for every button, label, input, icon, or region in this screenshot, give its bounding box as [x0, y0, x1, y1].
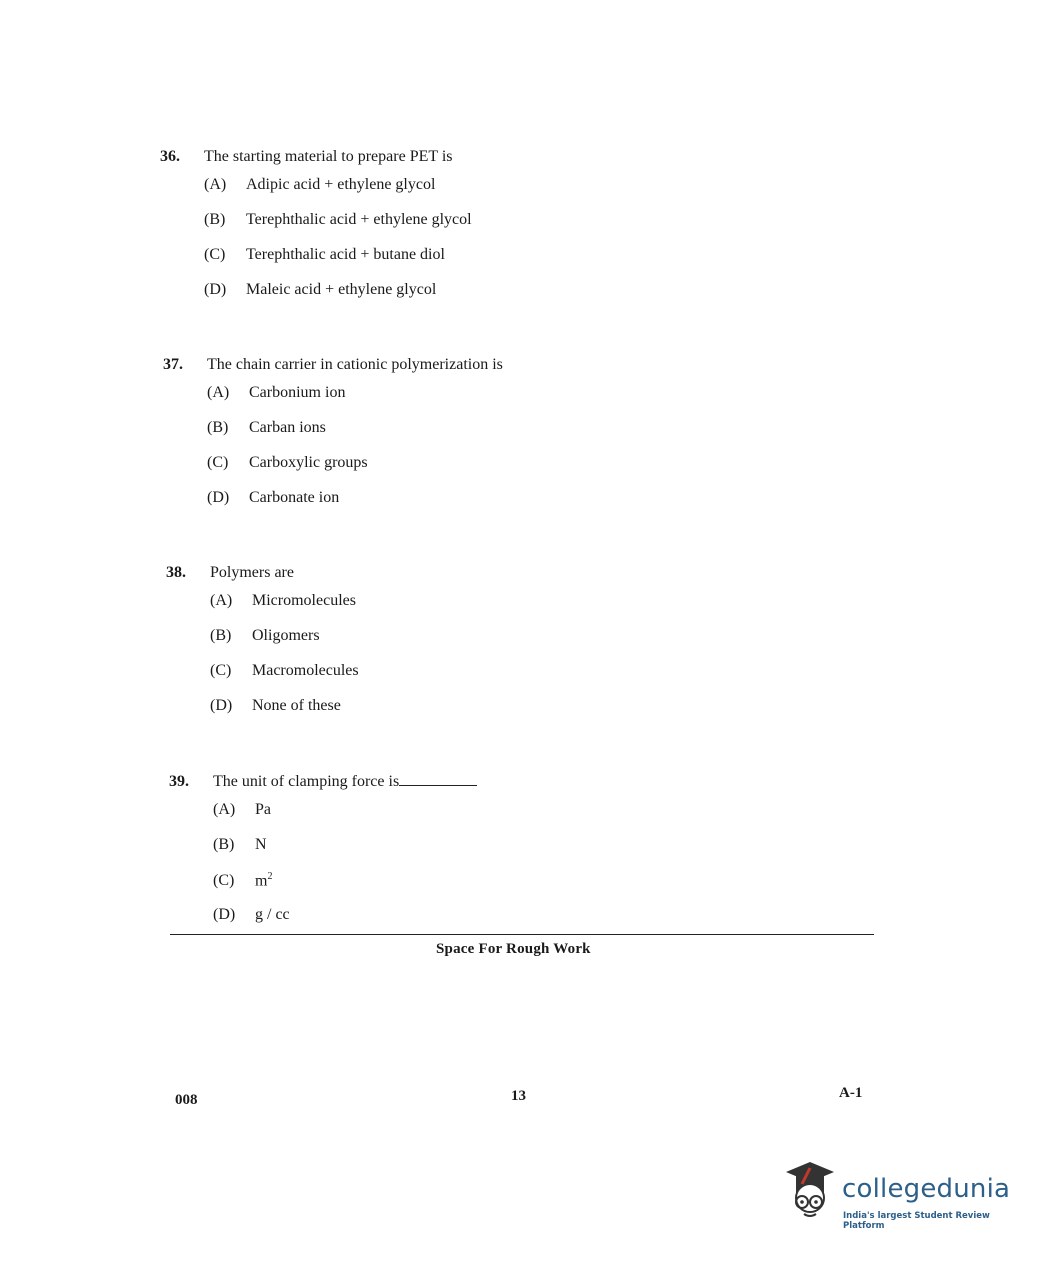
option-c — [204, 246, 860, 281]
option-d — [204, 281, 860, 316]
page-number: 13 — [511, 1088, 526, 1104]
option-c — [213, 871, 869, 906]
option-text: N — [255, 836, 267, 853]
question-text: The chain carrier in cationic polymerization is — [207, 356, 503, 373]
option-text: Carboxylic groups — [249, 454, 368, 471]
option-a — [210, 592, 866, 627]
brand-name: collegedunia — [842, 1174, 1011, 1204]
option-text: None of these — [252, 697, 341, 714]
option-b — [213, 836, 869, 871]
option-a — [213, 801, 869, 836]
option-c — [207, 454, 863, 489]
option-label: (B) — [213, 836, 235, 853]
option-d — [207, 489, 863, 524]
option-b — [207, 419, 863, 454]
mascot-icon — [780, 1160, 838, 1224]
option-text: Oligomers — [252, 627, 320, 644]
option-text — [255, 871, 272, 890]
question-text: The starting material to prepare PET is — [204, 148, 453, 165]
option-b — [204, 211, 860, 246]
option-label: (A) — [204, 176, 227, 193]
rough-work-heading: Space For Rough Work — [436, 941, 591, 957]
question-number: 37. — [163, 356, 183, 373]
question-39 — [169, 771, 869, 941]
option-label: (C) — [204, 246, 226, 263]
option-text: Maleic acid + ethylene glycol — [246, 281, 437, 298]
option-d — [210, 697, 866, 732]
option-d — [213, 906, 869, 941]
option-label: (A) — [207, 384, 230, 401]
question-number: 38. — [166, 564, 186, 581]
option-text: Terephthalic acid + ethylene glycol — [246, 211, 472, 228]
option-label: (A) — [213, 801, 236, 818]
question-36 — [160, 148, 860, 316]
option-label: (D) — [210, 697, 233, 714]
option-base: m — [255, 872, 268, 890]
option-label: (C) — [210, 662, 232, 679]
option-label: (B) — [210, 627, 232, 644]
option-superscript: 2 — [267, 871, 273, 882]
option-label: (D) — [213, 906, 236, 923]
option-text: g / cc — [255, 906, 290, 923]
brand-tagline: India's largest Student Review Platform — [843, 1211, 990, 1231]
question-37 — [163, 356, 863, 524]
option-text: Carban ions — [249, 419, 326, 436]
collegedunia-logo — [780, 1160, 1020, 1230]
option-label: (A) — [210, 592, 233, 609]
option-text: Pa — [255, 801, 271, 818]
option-text: Adipic acid + ethylene glycol — [246, 176, 436, 193]
question-number: 36. — [160, 148, 180, 165]
option-text: Macromolecules — [252, 662, 359, 679]
question-text: Polymers are — [210, 564, 294, 581]
option-text: Carbonate ion — [249, 489, 340, 506]
option-label: (D) — [204, 281, 227, 298]
answer-blank-line — [399, 771, 477, 786]
option-label: (D) — [207, 489, 230, 506]
paper-code: 008 — [175, 1092, 198, 1108]
option-a — [204, 176, 860, 211]
option-label: (C) — [213, 872, 235, 890]
question-38 — [166, 564, 866, 732]
question-number: 39. — [169, 773, 189, 790]
option-label: (C) — [207, 454, 229, 471]
option-b — [210, 627, 866, 662]
question-text: The unit of clamping force is — [213, 773, 400, 790]
option-text: Terephthalic acid + butane diol — [246, 246, 445, 263]
option-text: Micromolecules — [252, 592, 356, 609]
divider-line — [170, 934, 874, 935]
option-text: Carbonium ion — [249, 384, 346, 401]
set-id: A-1 — [839, 1085, 863, 1101]
option-label: (B) — [204, 211, 226, 228]
option-label: (B) — [207, 419, 229, 436]
option-c — [210, 662, 866, 697]
option-a — [207, 384, 863, 419]
